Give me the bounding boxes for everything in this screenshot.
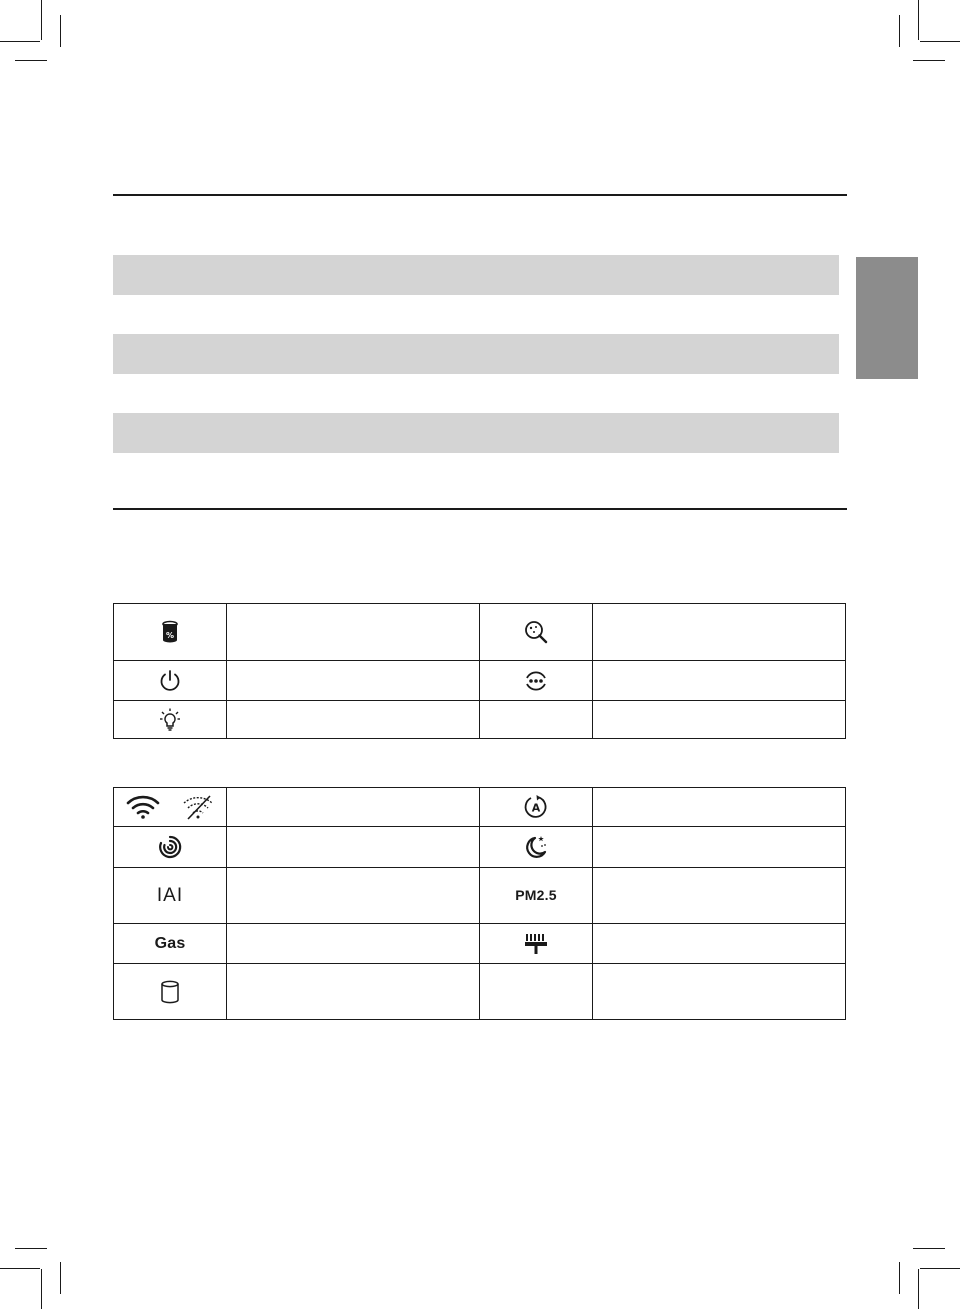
crop-mark xyxy=(15,1248,47,1249)
icon-cell xyxy=(480,604,593,661)
description-cell xyxy=(593,924,846,964)
icon-cell xyxy=(114,661,227,701)
table-row xyxy=(114,661,846,701)
crop-mark xyxy=(920,41,960,42)
crop-mark xyxy=(918,1269,919,1309)
icon-cell xyxy=(480,924,593,964)
crop-mark xyxy=(0,41,40,42)
language-tab xyxy=(856,257,918,379)
shaded-band xyxy=(113,334,839,374)
icon-cell xyxy=(480,661,593,701)
crop-mark xyxy=(918,0,919,40)
table-row xyxy=(114,924,846,964)
description-cell xyxy=(593,964,846,1020)
description-cell xyxy=(227,868,480,924)
icon-cell xyxy=(114,827,227,868)
crop-mark xyxy=(913,60,945,61)
wifi-off-icon xyxy=(182,794,214,820)
svg-text:A: A xyxy=(531,801,541,815)
description-cell xyxy=(227,604,480,661)
light-bulb-icon xyxy=(158,707,182,733)
crop-mark xyxy=(41,1269,42,1309)
description-cell xyxy=(593,827,846,868)
connection-dots-icon xyxy=(523,668,549,694)
icon-cell xyxy=(114,701,227,739)
description-cell xyxy=(227,827,480,868)
description-cell xyxy=(227,788,480,827)
section-rule-top xyxy=(113,194,847,196)
icon-cell xyxy=(114,924,227,964)
description-cell xyxy=(593,661,846,701)
table-row xyxy=(114,868,846,924)
icon-cell xyxy=(480,701,593,739)
auto-mode-icon xyxy=(523,794,549,820)
description-cell xyxy=(227,701,480,739)
svg-text:%: % xyxy=(165,631,175,640)
wifi-icon xyxy=(126,795,160,819)
description-cell xyxy=(593,868,846,924)
turbo-fan-icon xyxy=(157,834,183,860)
icon-legend-table-1 xyxy=(113,603,846,739)
table-row xyxy=(114,701,846,739)
icon-cell xyxy=(480,868,593,924)
filter-percentage-icon xyxy=(161,620,179,644)
description-cell xyxy=(227,964,480,1020)
icon-cell xyxy=(480,964,593,1020)
crop-mark xyxy=(60,15,61,47)
filter-cylinder-icon xyxy=(160,980,180,1004)
icon-cell xyxy=(480,788,593,827)
shaded-band xyxy=(113,413,839,453)
pm25-indicator-icon: PM2.5 xyxy=(515,886,557,903)
description-cell xyxy=(593,701,846,739)
table-row xyxy=(114,827,846,868)
crop-mark xyxy=(41,0,42,40)
section-rule-bottom xyxy=(113,508,847,510)
power-icon xyxy=(158,669,182,693)
description-cell xyxy=(227,924,480,964)
crop-mark xyxy=(899,15,900,47)
gas-indicator-icon: Gas xyxy=(154,934,186,952)
sleep-mode-icon xyxy=(523,834,549,860)
table-row xyxy=(114,604,846,661)
icon-cell xyxy=(114,604,227,661)
table-row xyxy=(114,788,846,827)
icon-cell xyxy=(114,964,227,1020)
icon-cell xyxy=(114,788,227,827)
crop-mark xyxy=(899,1262,900,1294)
filter-magnifier-icon xyxy=(523,619,549,645)
description-cell xyxy=(593,788,846,827)
crop-mark xyxy=(15,60,47,61)
crop-mark xyxy=(60,1262,61,1294)
crop-mark xyxy=(0,1268,40,1269)
iai-indicator-icon: IAI xyxy=(156,884,184,906)
crop-mark xyxy=(913,1248,945,1249)
description-cell xyxy=(227,661,480,701)
table-row xyxy=(114,964,846,1020)
comb-filter-icon xyxy=(523,932,549,956)
icon-cell xyxy=(114,868,227,924)
description-cell xyxy=(593,604,846,661)
crop-mark xyxy=(920,1268,960,1269)
icon-legend-table-2 xyxy=(113,787,846,1020)
icon-cell xyxy=(480,827,593,868)
shaded-band xyxy=(113,255,839,295)
